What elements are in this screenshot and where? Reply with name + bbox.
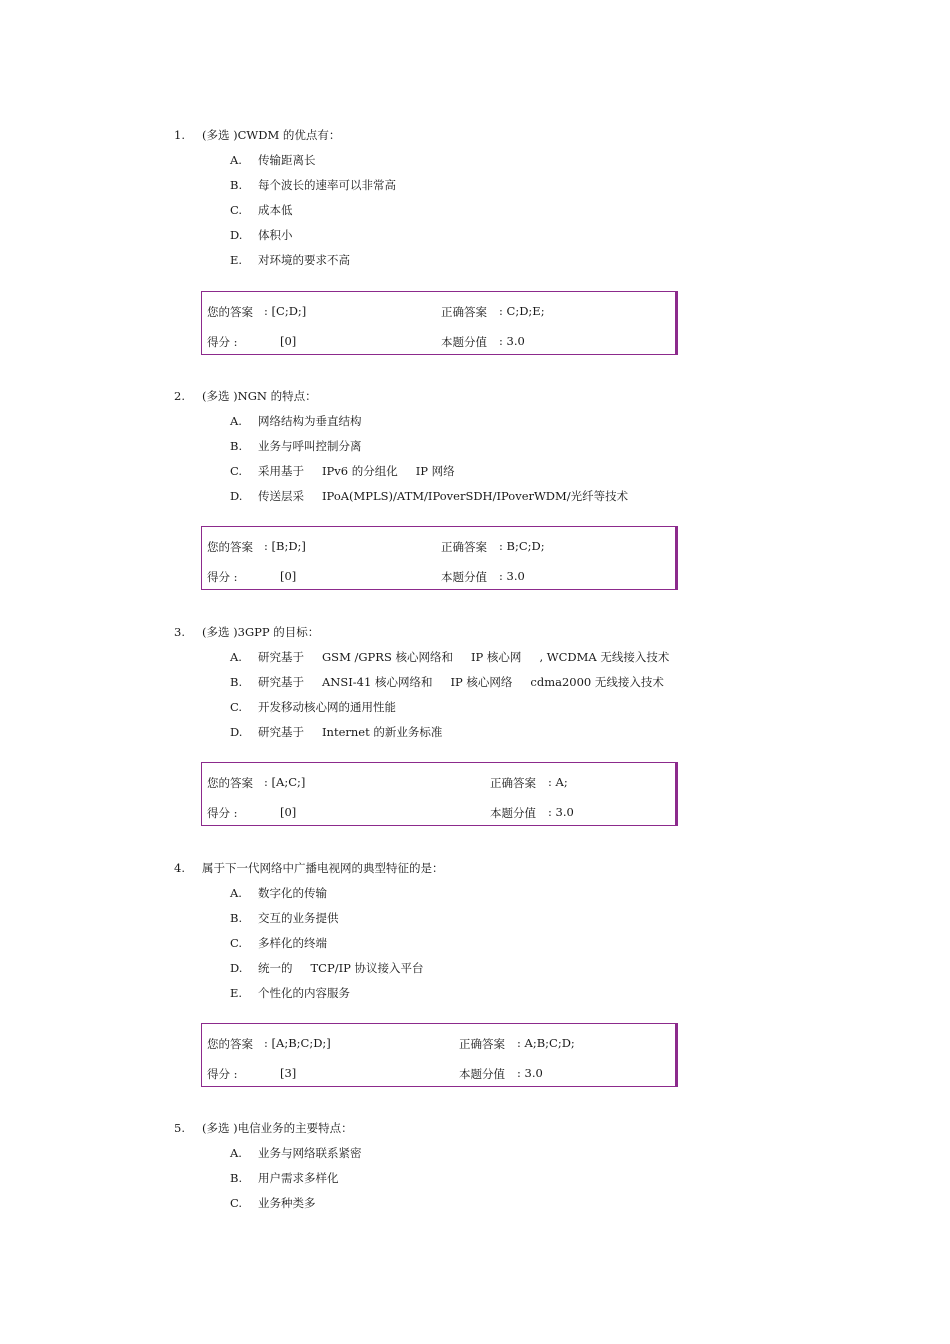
correct-answer-label: 正确答案 <box>459 1037 505 1051</box>
option-letter: A. <box>230 414 242 428</box>
your-answer: : [B;D;] <box>264 539 306 553</box>
option-text-part2: IPv6 的分组化 <box>322 464 398 478</box>
score-label: 得分 : <box>207 335 238 349</box>
question-stem <box>174 127 340 143</box>
question-text: (多选 )NGN 的特点： <box>202 389 317 403</box>
your-answer: : [A;B;C;D;] <box>264 1036 331 1050</box>
option-letter: A. <box>230 886 242 900</box>
correct-answer: : B;C;D; <box>499 539 545 553</box>
option-c[interactable] <box>230 935 327 951</box>
correct-answer-label: 正确答案 <box>490 776 536 790</box>
question-stem <box>174 624 319 640</box>
option-letter: B. <box>230 439 243 453</box>
score-label: 得分 : <box>207 570 238 584</box>
option-text-part3: IP 核心网 <box>471 650 522 664</box>
your-answer-label: 您的答案 <box>207 540 253 554</box>
option-letter: A. <box>230 1146 242 1160</box>
your-answer: : [A;C;] <box>264 775 306 789</box>
option-text: 体积小 <box>258 228 293 242</box>
points-label: 本题分值 <box>459 1067 505 1081</box>
option-letter: C. <box>230 936 243 950</box>
option-b[interactable] <box>230 177 396 193</box>
option-letter: C. <box>230 1196 243 1210</box>
question-text: 属于下一代网络中广播电视网的典型特征的是： <box>202 861 444 875</box>
option-a[interactable] <box>230 152 316 168</box>
option-text: 采用基于 <box>258 464 304 478</box>
option-text-part4: , WCDMA 无线接入技术 <box>539 650 670 664</box>
option-e[interactable] <box>230 985 350 1001</box>
option-a[interactable] <box>230 649 669 665</box>
option-text-part2: ANSI-41 核心网络和 <box>322 675 433 689</box>
option-c[interactable] <box>230 202 293 218</box>
correct-answer: : C;D;E; <box>499 304 545 318</box>
question-number: 1. <box>174 128 185 142</box>
option-text: 用户需求多样化 <box>258 1171 339 1185</box>
score-label: 得分 : <box>207 1067 238 1081</box>
option-text: 业务与网络联系紧密 <box>258 1146 362 1160</box>
option-text: 网络结构为垂直结构 <box>258 414 362 428</box>
option-c[interactable] <box>230 463 455 479</box>
option-letter: C. <box>230 700 243 714</box>
option-letter: B. <box>230 1171 243 1185</box>
points-value: : 3.0 <box>517 1066 543 1080</box>
score-label: 得分 : <box>207 806 238 820</box>
option-text: 业务种类多 <box>258 1196 316 1210</box>
score-value: [0] <box>280 569 297 583</box>
option-letter: B. <box>230 675 243 689</box>
score-value: [0] <box>280 805 297 819</box>
option-a[interactable] <box>230 885 327 901</box>
option-letter: D. <box>230 489 243 503</box>
option-text: 成本低 <box>258 203 293 217</box>
option-e[interactable] <box>230 252 350 268</box>
option-d[interactable] <box>230 488 628 504</box>
question-number: 5. <box>174 1121 185 1135</box>
result-box <box>201 762 678 826</box>
result-box <box>201 291 678 355</box>
option-text: 交互的业务提供 <box>258 911 339 925</box>
option-text: 对环境的要求不高 <box>258 253 350 267</box>
option-c[interactable] <box>230 1195 316 1211</box>
option-text: 开发移动核心网的通用性能 <box>258 700 396 714</box>
option-a[interactable] <box>230 413 362 429</box>
correct-answer: : A; <box>548 775 568 789</box>
question-number: 2. <box>174 389 185 403</box>
option-text-part2: TCP/IP 协议接入平台 <box>310 961 424 975</box>
option-text-part3: IP 核心网络 <box>450 675 513 689</box>
correct-answer-label: 正确答案 <box>441 540 487 554</box>
option-letter: E. <box>230 986 243 1000</box>
your-answer-label: 您的答案 <box>207 1037 253 1051</box>
option-text: 业务与呼叫控制分离 <box>258 439 362 453</box>
option-b[interactable] <box>230 438 362 454</box>
points-label: 本题分值 <box>490 806 536 820</box>
option-letter: D. <box>230 228 243 242</box>
option-b[interactable] <box>230 910 339 926</box>
correct-answer: : A;B;C;D; <box>517 1036 575 1050</box>
question-stem <box>174 860 444 876</box>
question-text: (多选 )电信业务的主要特点： <box>202 1121 353 1135</box>
option-letter: A. <box>230 153 242 167</box>
option-text: 数字化的传输 <box>258 886 327 900</box>
option-text: 研究基于 <box>258 675 304 689</box>
question-stem <box>174 1120 353 1136</box>
option-text-part2: Internet 的新业务标准 <box>322 725 443 739</box>
option-c[interactable] <box>230 699 396 715</box>
option-text-part2: GSM /GPRS 核心网络和 <box>322 650 453 664</box>
option-text-part2: IPoA(MPLS)/ATM/IPoverSDH/IPoverWDM/光纤等技术 <box>322 489 629 503</box>
score-value: [3] <box>280 1066 297 1080</box>
option-letter: B. <box>230 178 243 192</box>
question-text: (多选 )3GPP 的目标： <box>202 625 320 639</box>
option-text: 传输距离长 <box>258 153 316 167</box>
option-text-part4: cdma2000 无线接入技术 <box>530 675 664 689</box>
your-answer-label: 您的答案 <box>207 776 253 790</box>
option-a[interactable] <box>230 1145 362 1161</box>
correct-answer-label: 正确答案 <box>441 305 487 319</box>
question-text: (多选 )CWDM 的优点有： <box>202 128 341 142</box>
option-d[interactable] <box>230 724 442 740</box>
points-value: : 3.0 <box>548 805 574 819</box>
option-text: 传送层采 <box>258 489 304 503</box>
option-letter: D. <box>230 725 243 739</box>
points-value: : 3.0 <box>499 334 525 348</box>
option-text: 研究基于 <box>258 650 304 664</box>
points-value: : 3.0 <box>499 569 525 583</box>
option-text: 统一的 <box>258 961 293 975</box>
option-letter: E. <box>230 253 243 267</box>
option-text: 每个波长的速率可以非常高 <box>258 178 396 192</box>
option-d[interactable] <box>230 227 293 243</box>
your-answer: : [C;D;] <box>264 304 307 318</box>
your-answer-label: 您的答案 <box>207 305 253 319</box>
points-label: 本题分值 <box>441 570 487 584</box>
points-label: 本题分值 <box>441 335 487 349</box>
result-box <box>201 1023 678 1087</box>
question-number: 3. <box>174 625 185 639</box>
option-b[interactable] <box>230 1170 339 1186</box>
score-value: [0] <box>280 334 297 348</box>
question-stem <box>174 388 317 404</box>
option-text: 研究基于 <box>258 725 304 739</box>
option-b[interactable] <box>230 674 664 690</box>
result-box <box>201 526 678 590</box>
option-letter: D. <box>230 961 243 975</box>
option-letter: C. <box>230 203 243 217</box>
question-number: 4. <box>174 861 185 875</box>
option-letter: C. <box>230 464 243 478</box>
option-d[interactable] <box>230 960 424 976</box>
option-text-part3: IP 网络 <box>415 464 455 478</box>
option-text: 个性化的内容服务 <box>258 986 350 1000</box>
option-text: 多样化的终端 <box>258 936 327 950</box>
option-letter: A. <box>230 650 242 664</box>
option-letter: B. <box>230 911 243 925</box>
